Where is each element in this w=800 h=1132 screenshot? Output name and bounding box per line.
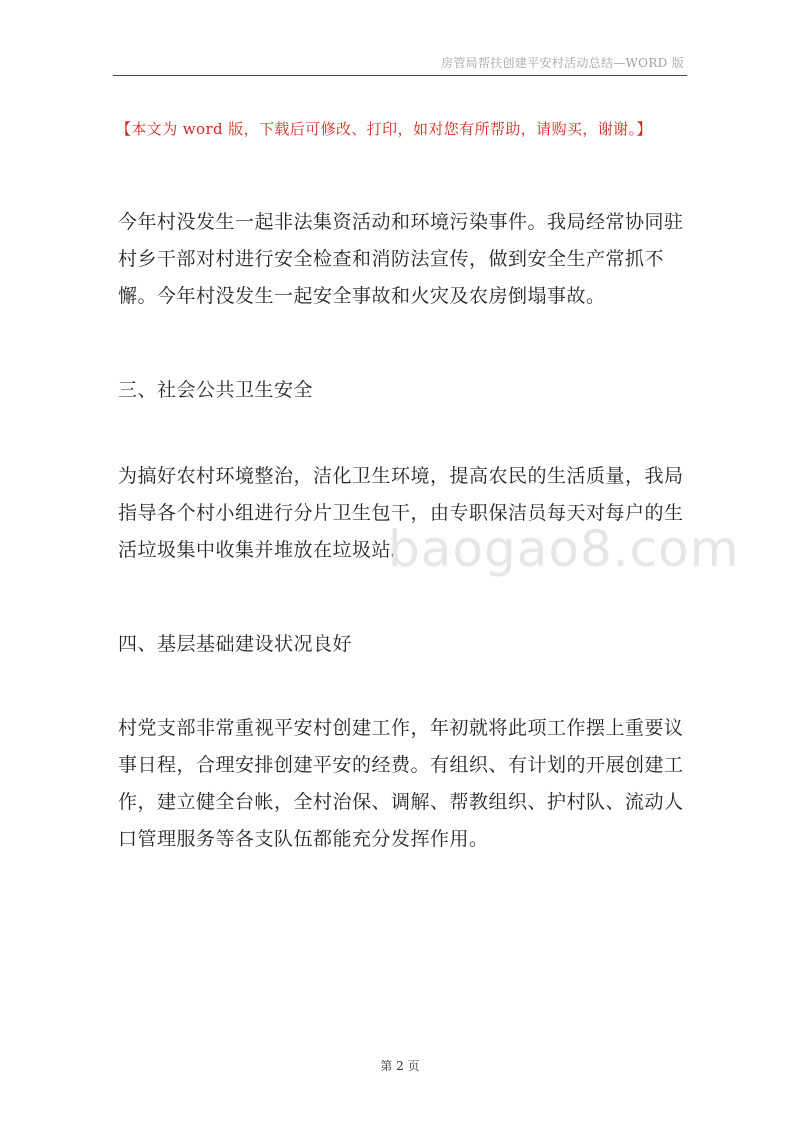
download-notice: 【本文为 word 版，下载后可修改、打印，如对您有所帮助，请购买，谢谢。】 xyxy=(116,120,652,138)
paragraph-environment-cleanup: 为搞好农村环境整治，洁化卫生环境，提高农民的生活质量，我局指导各个村小组进行分片卫生包干，由专职保洁员每天对每户的生活垃圾集中收集并堆放在垃圾站。 xyxy=(118,465,684,561)
paragraph-party-branch-work: 村党支部非常重视平安村创建工作，年初就将此项工作摆上重要议事日程，合理安排创建平安的经费。有组织、有计划的开展创建工作，建立健全台帐，全村治保、调解、帮教组织、护村队、流动人口管理服务等各支队伍都能充分发挥作用。 xyxy=(118,717,684,850)
section-heading-public-health: 三、社会公共卫生安全 xyxy=(118,379,314,401)
page-number: 第 2 页 xyxy=(380,1059,420,1073)
watermark-logo: baogao8.com xyxy=(388,520,740,578)
paragraph-safety-inspection: 今年村没发生一起非法集资活动和环境污染事件。我局经常协同驻村乡干部对村进行安全检查和消防法宣传，做到安全生产常抓不懈。今年村没发生一起安全事故和火灾及农房倒塌事故。 xyxy=(118,211,684,307)
header-divider xyxy=(113,75,687,76)
document-header-title: 房管局帮扶创建平安村活动总结—WORD 版 xyxy=(441,56,684,70)
section-heading-infrastructure: 四、基层基础建设状况良好 xyxy=(118,633,353,655)
